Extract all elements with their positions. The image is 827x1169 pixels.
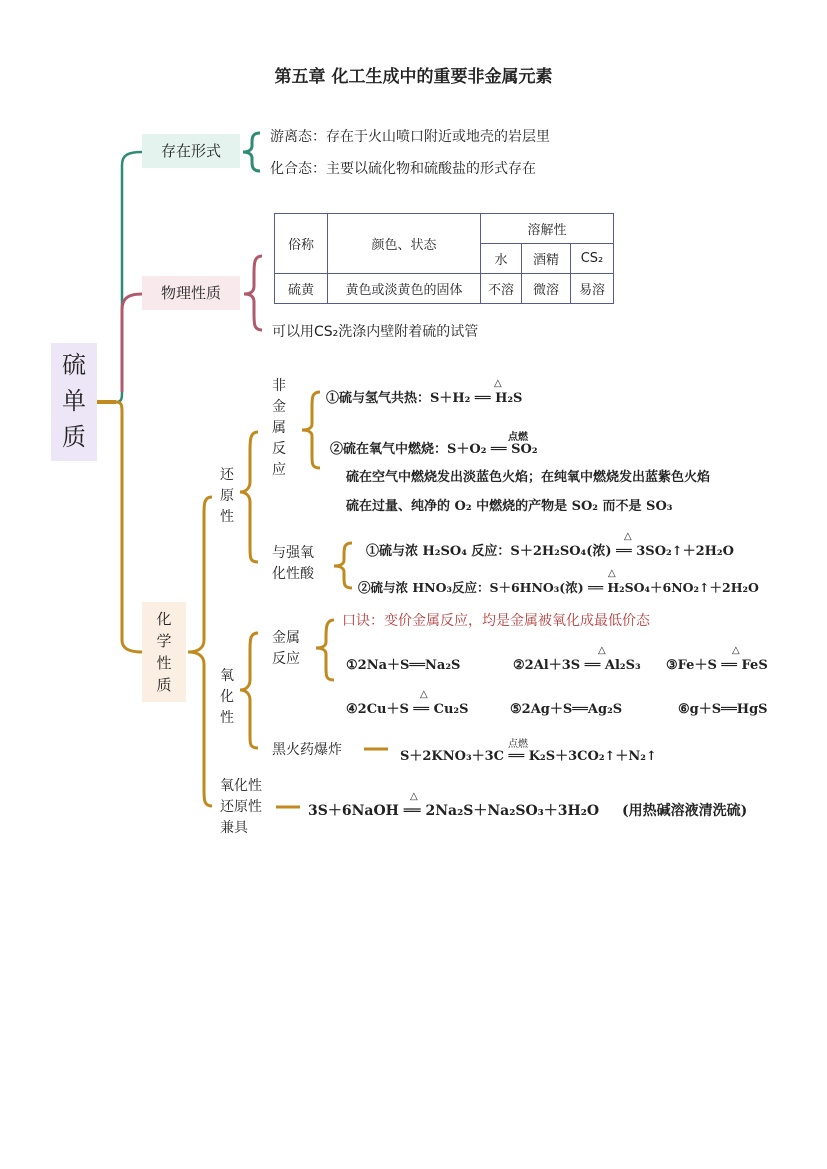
reducing-char: 原: [220, 488, 234, 504]
existence-free: 游离态：存在于火山喷口附近或地壳的岩层里: [270, 129, 550, 145]
reaction-hno3: ②硫与浓 HNO₃反应：S＋6HNO₃(浓) ══ H₂SO₄＋6NO₂↑＋2H₂O: [358, 580, 759, 595]
root-node: [51, 343, 97, 461]
th-solubility: 溶解性: [481, 214, 614, 244]
nonmetal-char: 反: [272, 441, 286, 457]
reaction4-condition: △: [608, 568, 616, 579]
td-name: 硫黄: [275, 274, 328, 304]
reaction-al: ②2Al＋3S ══ Al₂S₃: [513, 658, 641, 673]
nonmetal-char: 应: [272, 462, 286, 478]
root-char: 硫: [62, 351, 86, 379]
reaction-o2: ②硫在氧气中燃烧：S＋O₂ ══ SO₂: [330, 442, 538, 457]
mnemonic: 口诀：变价金属反应，均是金属被氧化成最低价态: [342, 613, 650, 629]
nonmetal-char: 非: [272, 378, 286, 394]
reaction1-condition: △: [494, 378, 502, 389]
reaction-ag: ⑤2Ag＋S══Ag₂S: [510, 702, 623, 717]
chemical-char: 质: [156, 676, 172, 694]
oxidizing-char: 性: [220, 710, 234, 726]
td-cs2: 易溶: [571, 274, 614, 304]
reaction-gunpowder: S＋2KNO₃＋3C ══ K₂S＋3CO₂↑＋N₂↑: [400, 749, 657, 764]
reaction3-condition: △: [624, 531, 632, 542]
reaction-fe: ③Fe＋S ══ FeS: [666, 658, 768, 673]
td-alcohol: 微溶: [522, 274, 571, 304]
reaction-na: ①2Na＋S══Na₂S: [346, 658, 461, 673]
acid-label-line: 化性酸: [272, 566, 314, 582]
existence-node: 存在形式: [142, 134, 240, 168]
oxidizing-label: [220, 666, 234, 729]
nonmetal-label: [272, 376, 286, 481]
td-water: 不溶: [481, 274, 522, 304]
root-char: 质: [62, 423, 86, 451]
reaction-cu-condition: △: [420, 689, 428, 700]
metal-label-line: 金属: [272, 630, 300, 646]
reaction-cu: ④2Cu＋S ══ Cu₂S: [346, 702, 469, 717]
th-alcohol: 酒精: [522, 244, 571, 274]
oxidizing-char: 化: [220, 689, 234, 705]
metal-label: [272, 628, 300, 670]
chemical-char: 化: [156, 610, 172, 628]
chemical-node: [142, 602, 186, 702]
note-product: 硫在过量、纯净的 O₂ 中燃烧的产物是 SO₂ 而不是 SO₃: [346, 499, 673, 514]
reaction-hg: ⑥g＋S══HgS: [678, 702, 768, 717]
nonmetal-char: 属: [272, 420, 286, 436]
physical-note: 可以用CS₂洗涤内壁附着硫的试管: [272, 324, 479, 340]
nonmetal-char: 金: [272, 399, 286, 415]
both-condition: △: [410, 791, 418, 802]
reducing-label: [220, 465, 234, 528]
th-color: 颜色、状态: [328, 214, 481, 274]
oxidizing-char: 氧: [220, 668, 234, 684]
th-cs2: CS₂: [571, 244, 614, 274]
both-label-line: 兼具: [220, 820, 248, 836]
reducing-char: 还: [220, 467, 234, 483]
gunpowder-label: 黑火药爆炸: [272, 742, 342, 758]
reaction-naoh: 3S＋6NaOH ══ 2Na₂S＋Na₂SO₃＋3H₂O: [308, 803, 600, 819]
reducing-char: 性: [220, 509, 234, 525]
both-label-line: 还原性: [220, 799, 262, 815]
reaction2-condition: 点燃: [508, 432, 528, 443]
solubility-table: [274, 213, 614, 304]
reaction-fe-condition: △: [732, 645, 740, 656]
reaction-al-condition: △: [598, 645, 606, 656]
reaction-h2so4: ①硫与浓 H₂SO₄ 反应：S＋2H₂SO₄(浓) ══ 3SO₂↑＋2H₂O: [366, 544, 734, 559]
gunpowder-condition: 点燃: [508, 739, 528, 750]
note-flame: 硫在空气中燃烧发出淡蓝色火焰；在纯氧中燃烧发出蓝紫色火焰: [346, 470, 711, 485]
chemical-char: 学: [156, 632, 172, 650]
metal-label-line: 反应: [272, 651, 300, 667]
reaction-h2: ①硫与氢气共热：S＋H₂ ══ H₂S: [326, 391, 523, 406]
td-color: 黄色或淡黄色的固体: [328, 274, 481, 304]
acid-label-line: 与强氧: [272, 545, 314, 561]
page-title: 第五章 化工生成中的重要非金属元素: [274, 67, 553, 87]
existence-combined: 化合态：主要以硫化物和硫酸盐的形式存在: [270, 161, 536, 177]
chemical-char: 性: [156, 654, 172, 672]
both-label-line: 氧化性: [220, 778, 262, 794]
root-char: 单: [62, 387, 86, 415]
acid-label: [272, 543, 314, 585]
th-water: 水: [481, 244, 522, 274]
both-label: [220, 776, 262, 839]
th-name: 俗称: [275, 214, 328, 274]
physical-node: 物理性质: [142, 276, 240, 310]
naoh-note: (用热碱溶液清洗硫): [622, 803, 748, 819]
